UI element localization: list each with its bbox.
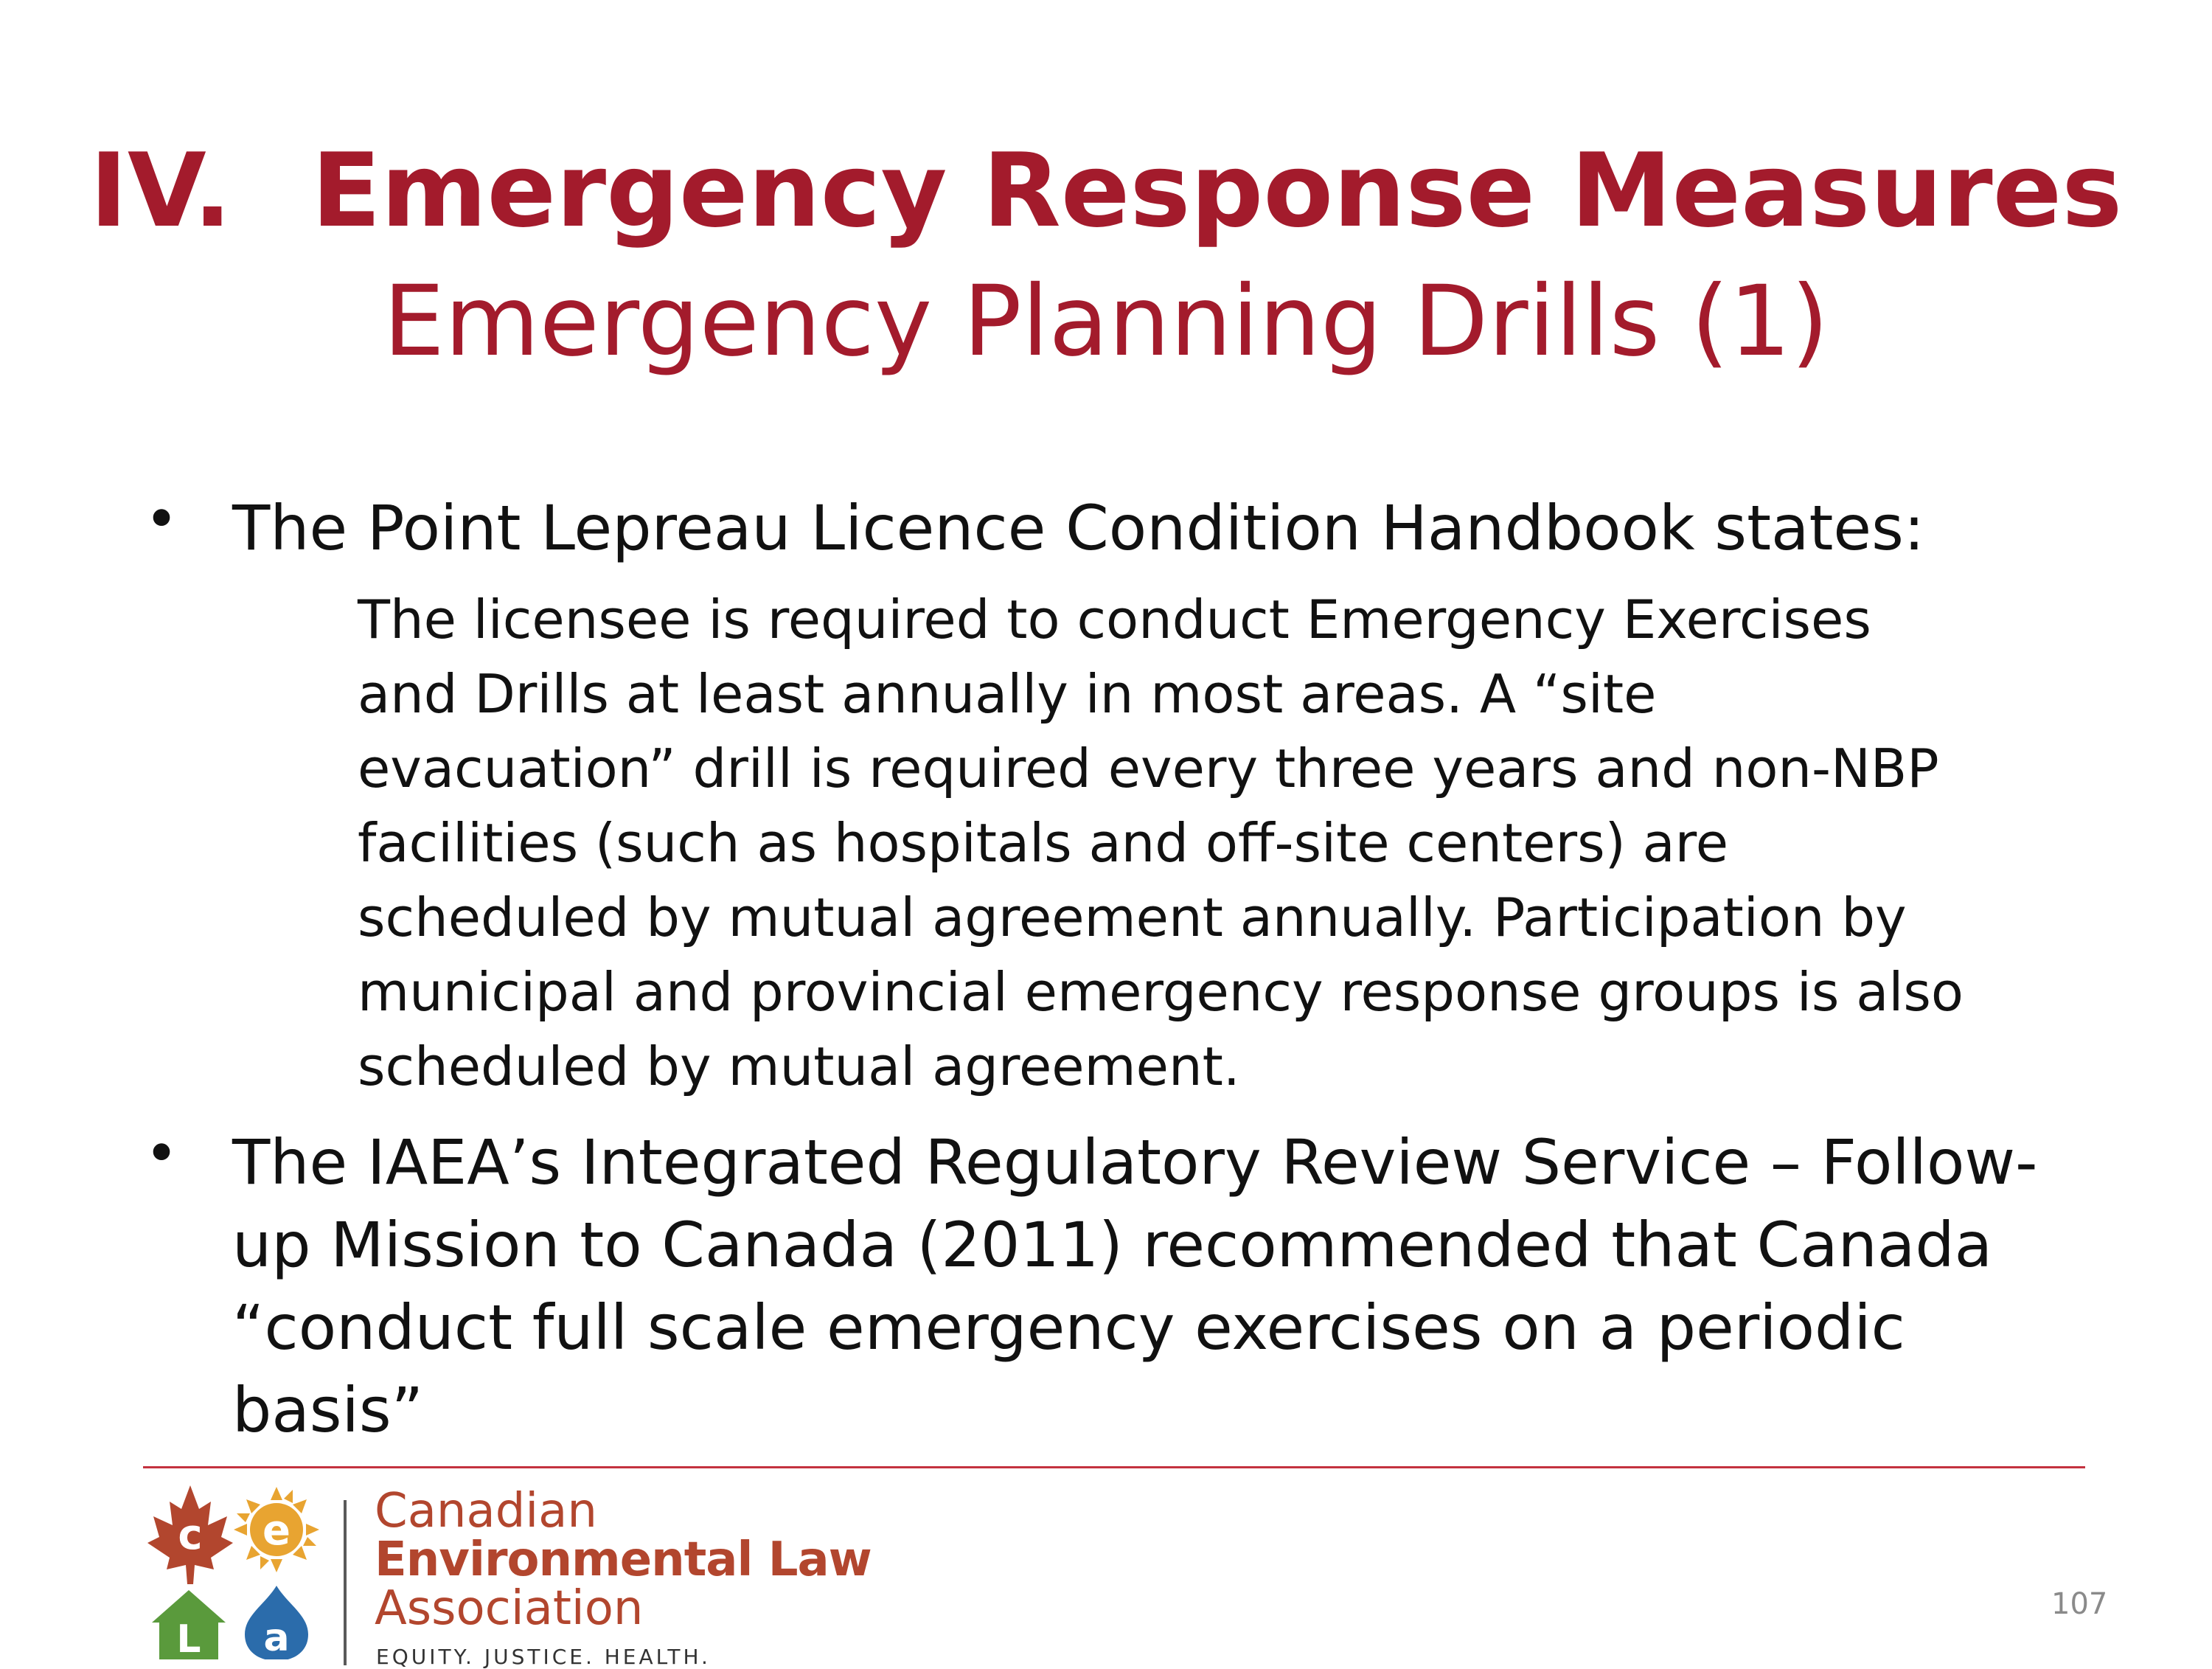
- logo-letter-a: a: [263, 1616, 290, 1659]
- footer-divider: [143, 1466, 2085, 1468]
- water-drop-icon: [245, 1586, 308, 1659]
- title-heading: [0, 125, 2212, 257]
- title-main: Emergency Response Measures: [311, 131, 2123, 250]
- quote-line: scheduled by mutual agreement.: [358, 1035, 1240, 1097]
- logo-separator: [344, 1500, 347, 1665]
- house-icon: [152, 1590, 226, 1659]
- org-name-line1: Canadian: [375, 1484, 597, 1538]
- org-name-line2: Environmental Law: [375, 1533, 872, 1587]
- org-tagline: EQUITY. JUSTICE. HEALTH.: [376, 1645, 711, 1669]
- slide-title: [0, 125, 2212, 386]
- maple-leaf-icon: [147, 1485, 233, 1584]
- quote-line: evacuation” drill is required every three years and non-NBP: [358, 738, 1939, 799]
- quoted-passage: [358, 583, 2046, 1104]
- sun-icon: [234, 1487, 319, 1572]
- quote-line: scheduled by mutual agreement annually. Participation by: [358, 886, 1907, 948]
- title-numeral: IV.: [89, 131, 232, 250]
- quote-line: facilities (such as hospitals and off-site centers) are: [358, 812, 1728, 874]
- bullet-text-2: The IAEA’s Integrated Regulatory Review Service – Follow-up Mission to Canada (2011) recommended that Canada “conduct full scale emergency exercises on a periodic basis”: [232, 1126, 2038, 1446]
- organization-name: [375, 1484, 872, 1636]
- org-name-line3: Association: [375, 1581, 644, 1636]
- bullet-text-1: The Point Lepreau Licence Condition Handbook states:: [232, 492, 1925, 564]
- bullet-marker: •: [145, 1121, 179, 1187]
- logo-letter-l: L: [176, 1617, 201, 1659]
- bullet-marker: •: [145, 487, 179, 553]
- logo-letter-e: e: [262, 1507, 291, 1555]
- title-subtitle: Emergency Planning Drills (1): [383, 265, 1829, 378]
- quote-line: and Drills at least annually in most areas. A “site: [358, 663, 1657, 725]
- logo-letter-c: c: [178, 1511, 203, 1559]
- quote-line: municipal and provincial emergency response groups is also: [358, 961, 1964, 1023]
- quote-line: The licensee is required to conduct Emergency Exercises: [358, 589, 1871, 650]
- page-number: 107: [2051, 1587, 2108, 1621]
